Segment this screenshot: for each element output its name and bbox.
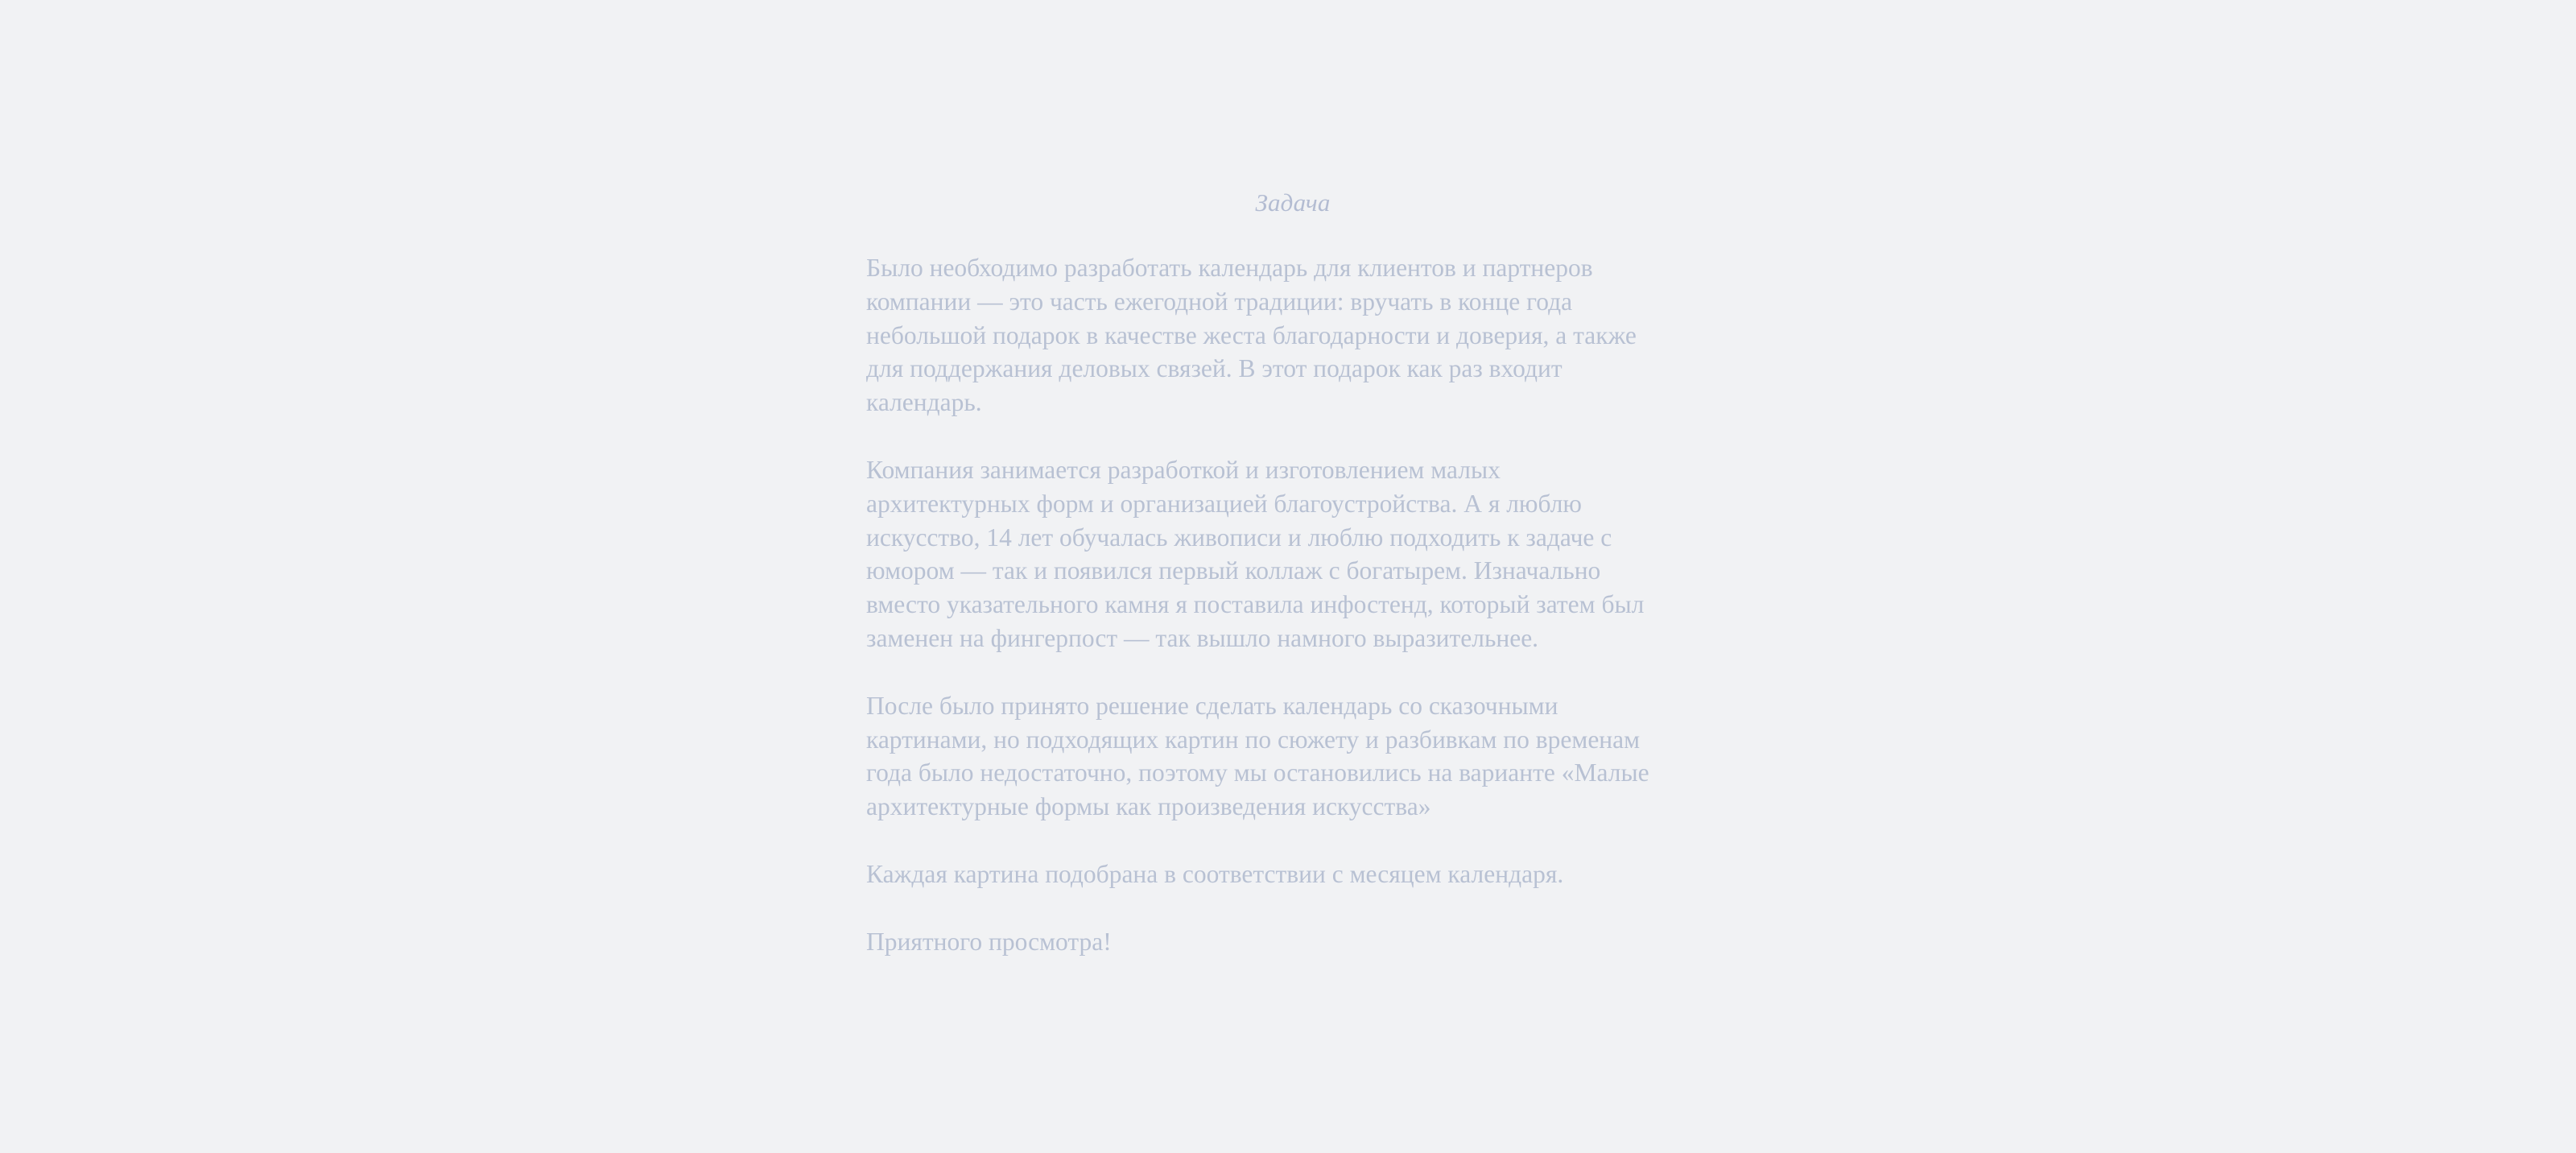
article-body — [866, 251, 1719, 959]
article-paragraph-task: Было необходимо разработать календарь для клиентов и партнеров компании — это часть ежегодной традиции: вручать в конце года небольшой подарок в качестве жеста благодарности и доверия, а также для поддержания деловых связей. В этот подарок как раз входит календарь. — [866, 254, 1637, 417]
article-title: Задача — [1255, 188, 1331, 217]
article — [866, 184, 1719, 959]
article-paragraph-paintings: После было принято решение сделать календарь со сказочными картинами, но подходящих картин по сюжету и разбивкам по временам года было недостаточно, поэтому мы остановились на варианте «Малые архитектурные формы как произведения искусства» — [866, 691, 1649, 821]
article-paragraph-monthly: Каждая картина подобрана в соответствии с месяцем календаря. — [866, 859, 1564, 888]
article-paragraph-company: Компания занимается разработкой и изготовлением малых архитектурных форм и организацией благоустройства. А я люблю искусство, 14 лет обучалась живописи и люблю подходить к задаче с юмором — так и появился первый коллаж с богатырем. Изначально вместо указательного камня я поставила инфостенд, который затем был заменен на фингерпост — так вышло намного выразительнее. — [866, 455, 1645, 652]
article-paragraph-closing: Приятного просмотра! — [866, 927, 1112, 956]
